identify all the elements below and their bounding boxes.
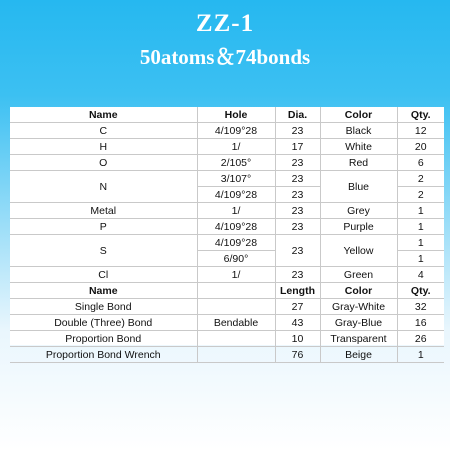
atom-qty: 6 [397,155,444,171]
parts-table-panel [10,107,444,361]
atom-name: O [10,155,197,171]
atom-dia: 23 [275,219,320,235]
header-name: Name [10,107,197,123]
atom-color: Purple [320,219,397,235]
atom-hole: 1/ [197,203,275,219]
atom-hole: 4/109°28 [197,123,275,139]
atom-name: C [10,123,197,139]
table-row [10,139,444,155]
bond-color: Beige [320,347,397,363]
table-row [10,203,444,219]
table-row [10,235,444,251]
bond-length: 27 [275,299,320,315]
atom-color: Yellow [320,235,397,267]
bond-color: Gray-Blue [320,315,397,331]
atom-hole: 4/109°28 [197,235,275,251]
bond-length: 43 [275,315,320,331]
bond-qty: 16 [397,315,444,331]
atom-qty: 20 [397,139,444,155]
atom-qty: 1 [397,219,444,235]
atom-name: Cl [10,267,197,283]
atom-dia: 23 [275,123,320,139]
bond-name: Single Bond [10,299,197,315]
page-subtitle: 50atoms＆74bonds [139,45,311,69]
atom-name: Metal [10,203,197,219]
atom-hole: 1/ [197,139,275,155]
bond-qty: 32 [397,299,444,315]
page-title: ZZ-1 [195,10,255,37]
atom-name: P [10,219,197,235]
bond-note: Bendable [197,315,275,331]
atom-hole: 4/109°28 [197,219,275,235]
header-blank [197,283,275,299]
table-row [10,331,444,347]
atom-name: H [10,139,197,155]
atom-dia: 23 [275,155,320,171]
table-row [10,347,444,363]
atom-hole: 2/105° [197,155,275,171]
atom-color: Green [320,267,397,283]
header-qty: Qty. [397,283,444,299]
atom-qty: 1 [397,235,444,251]
bond-name: Double (Three) Bond [10,315,197,331]
table-row [10,299,444,315]
table-row [10,155,444,171]
bond-note [197,331,275,347]
header-color: Color [320,107,397,123]
atom-dia: 23 [275,203,320,219]
parts-table [10,107,444,363]
header-hole: Hole [197,107,275,123]
atom-dia: 23 [275,267,320,283]
bond-name: Proportion Bond [10,331,197,347]
atom-qty: 2 [397,171,444,187]
table-row [10,315,444,331]
atom-qty: 1 [397,203,444,219]
atom-hole: 4/109°28 [197,187,275,203]
bond-length: 10 [275,331,320,347]
bond-note [197,347,275,363]
atom-color: Black [320,123,397,139]
atom-dia: 17 [275,139,320,155]
atom-dia: 23 [275,187,320,203]
bond-color: Transparent [320,331,397,347]
atom-color: Blue [320,171,397,203]
bond-qty: 1 [397,347,444,363]
atom-hole: 6/90° [197,251,275,267]
atom-qty: 12 [397,123,444,139]
bond-note [197,299,275,315]
header-name: Name [10,283,197,299]
header-color: Color [320,283,397,299]
bond-qty: 26 [397,331,444,347]
atom-qty: 2 [397,187,444,203]
table-row [10,171,444,187]
atoms-header-row [10,107,444,123]
table-row [10,123,444,139]
atom-color: White [320,139,397,155]
atom-qty: 1 [397,251,444,267]
bond-color: Gray-White [320,299,397,315]
atom-color: Grey [320,203,397,219]
header-qty: Qty. [397,107,444,123]
table-row [10,219,444,235]
bond-length: 76 [275,347,320,363]
atom-hole: 1/ [197,267,275,283]
atom-name: N [10,171,197,203]
atom-dia: 23 [275,235,320,267]
atom-hole: 3/107° [197,171,275,187]
atom-name: S [10,235,197,267]
bonds-header-row [10,283,444,299]
atom-qty: 4 [397,267,444,283]
table-row [10,267,444,283]
bond-name: Proportion Bond Wrench [10,347,197,363]
header-dia: Dia. [275,107,320,123]
atom-dia: 23 [275,171,320,187]
atom-color: Red [320,155,397,171]
header-length: Length [275,283,320,299]
